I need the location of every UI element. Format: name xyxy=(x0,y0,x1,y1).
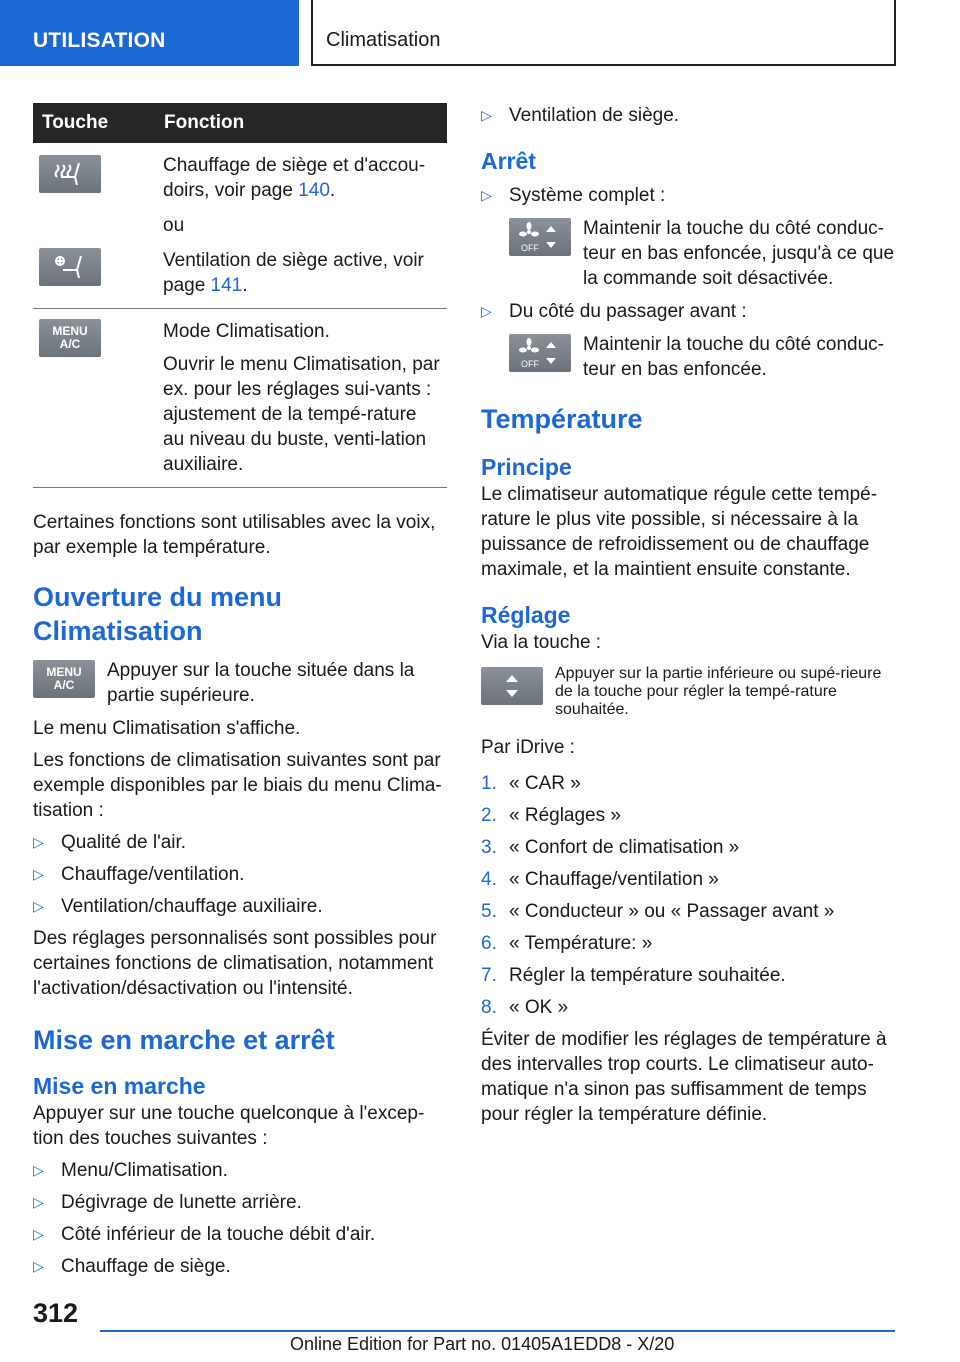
list-item: 1. « CAR » xyxy=(481,773,581,794)
fan-off-key-icon xyxy=(509,334,571,372)
off-passenger-description: Maintenir la touche du côté conduc-teur en bas enfoncée. xyxy=(583,334,885,380)
table-col-function: Fonction xyxy=(155,103,447,143)
menu-key-instruction xyxy=(33,658,447,708)
list-item: 5. « Conducteur » ou « Passager avant » xyxy=(481,901,835,922)
key-function-table xyxy=(33,103,447,488)
menu-ac-key-icon: MENU A/C xyxy=(33,660,95,698)
temperature-up-down-key-icon xyxy=(481,667,543,705)
list-item: 7. Régler la température souhaitée. xyxy=(481,965,786,986)
list-item: ▷ Chauffage/ventilation. xyxy=(33,862,447,887)
off-all-description: Maintenir la touche du côté conduc-teur en bas enfoncée, jusqu'à ce que la commande soit désactivée. xyxy=(583,218,895,289)
idrive-steps xyxy=(481,771,901,1020)
switch-off-list xyxy=(481,183,901,382)
table-row xyxy=(33,143,447,238)
principle-text: Le climatiseur automatique régule cette tempé-rature le plus vite possible, si nécessaire à la puissance de refroidissement ou de chauffage maximale, et la maintient ensuite constante. xyxy=(481,484,878,580)
svg-text:OFF: OFF xyxy=(521,359,539,369)
list-item: ▷ Chauffage de siège. xyxy=(33,1254,447,1279)
heading-on-off: Mise en marche et arrêt xyxy=(33,1025,335,1055)
heading-open-menu: Ouverture du menu Climatisation xyxy=(33,582,283,646)
list-item: ▷ Dégivrage de lunette arrière. xyxy=(33,1190,447,1215)
header-chapter-label: Climatisation xyxy=(326,29,441,51)
row1-description: Chauffage de siège et d'accou-doirs, voir page 140. xyxy=(163,155,426,201)
row2-description: Ventilation de siège active, voir page 141. xyxy=(163,250,424,296)
menu-function-list xyxy=(33,830,447,919)
row3-title: Mode Climatisation. xyxy=(163,321,330,342)
list-item: ▷ Qualité de l'air. xyxy=(33,830,447,855)
footer-edition: Online Edition for Part no. 01405A1EDD8 - X/20 xyxy=(290,1334,675,1354)
table-row xyxy=(33,238,447,309)
page-number: 312 xyxy=(33,1298,79,1328)
list-item: ▷ Ventilation de siège. xyxy=(481,103,901,128)
avoid-text: Éviter de modifier les réglages de température à des intervalles trop courts. Le climatiseur auto-matique n'a sinon pas suffisamment de temps pour régler la température définie. xyxy=(481,1029,887,1125)
menu-functions-text: Les fonctions de climatisation suivantes sont par exemple disponibles par le biais du menu Clima-tisation : xyxy=(33,750,442,821)
heading-switch-off: Arrêt xyxy=(481,148,536,174)
list-item: 4. « Chauffage/ventilation » xyxy=(481,869,719,890)
switch-on-exceptions-cont xyxy=(481,103,901,128)
header-section-label: UTILISATION xyxy=(33,29,166,52)
left-column xyxy=(33,103,447,1279)
fan-off-key-icon xyxy=(509,218,571,256)
heading-switch-on: Mise en marche xyxy=(33,1073,206,1099)
list-item: 6. « Température: » xyxy=(481,933,653,954)
list-item: ▷ Côté inférieur de la touche débit d'air. xyxy=(33,1222,447,1247)
list-item: ▷ Du côté du passager avant : OFF Maintenir la touche du côté conduc-teur en bas enfoncée. xyxy=(481,299,901,382)
table-col-key: Touche xyxy=(33,103,155,143)
seat-heating-key-icon xyxy=(39,155,101,193)
list-item: 8. « OK » xyxy=(481,997,569,1018)
custom-settings-text: Des réglages personnalisés sont possibles pour certaines fonctions de climatisation, notamment l'activation/désactivation ou l'intensité. xyxy=(33,928,437,999)
heading-temperature: Température xyxy=(481,404,643,434)
via-key-text: Via la touche : xyxy=(481,632,602,653)
header-chapter-tab xyxy=(311,0,896,66)
row1-or: ou xyxy=(163,215,185,236)
row3-description: Ouvrir le menu Climatisation, par ex. pour les réglages sui-vants : ajustement de la tempé-rature au niveau du buste, venti-lation auxiliaire. xyxy=(163,354,440,475)
menu-ac-key-icon: MENU A/C xyxy=(39,319,101,357)
svg-text:OFF: OFF xyxy=(521,243,539,253)
heading-setting: Réglage xyxy=(481,602,571,628)
menu-shown-text: Le menu Climatisation s'affiche. xyxy=(33,718,301,739)
menu-press-text: Appuyer sur la touche située dans la partie supérieure. xyxy=(107,660,415,706)
header-section-tab xyxy=(0,0,299,66)
page-link-140[interactable]: 140 xyxy=(298,180,330,201)
table-header-row xyxy=(33,103,447,143)
switch-on-exceptions xyxy=(33,1158,447,1279)
temp-key-instruction xyxy=(481,665,901,719)
page-link-141[interactable]: 141 xyxy=(210,275,243,296)
seat-ventilation-key-icon xyxy=(39,248,101,286)
list-item: ▷ Menu/Climatisation. xyxy=(33,1158,447,1183)
heading-principle: Principe xyxy=(481,454,572,480)
via-idrive-text: Par iDrive : xyxy=(481,737,575,758)
switch-on-text: Appuyer sur une touche quelconque à l'excep-tion des touches suivantes : xyxy=(33,1103,425,1149)
list-item: ▷ Système complet : OFF Maintenir la touche du côté conduc-teur en bas enfoncée, jusqu'à ce que la commande soit désactivée. xyxy=(481,183,901,291)
list-item: 2. « Réglages » xyxy=(481,805,621,826)
list-item: 3. « Confort de climatisation » xyxy=(481,837,740,858)
temp-key-description: Appuyer sur la partie inférieure ou supé-rieure de la touche pour régler la tempé-rature souhaitée. xyxy=(555,665,882,718)
right-column xyxy=(481,103,901,1127)
footer-divider xyxy=(100,1330,895,1332)
list-item: ▷ Ventilation/chauffage auxiliaire. xyxy=(33,894,447,919)
voice-note: Certaines fonctions sont utilisables avec la voix, par exemple la température. xyxy=(33,512,436,558)
table-row xyxy=(33,309,447,488)
